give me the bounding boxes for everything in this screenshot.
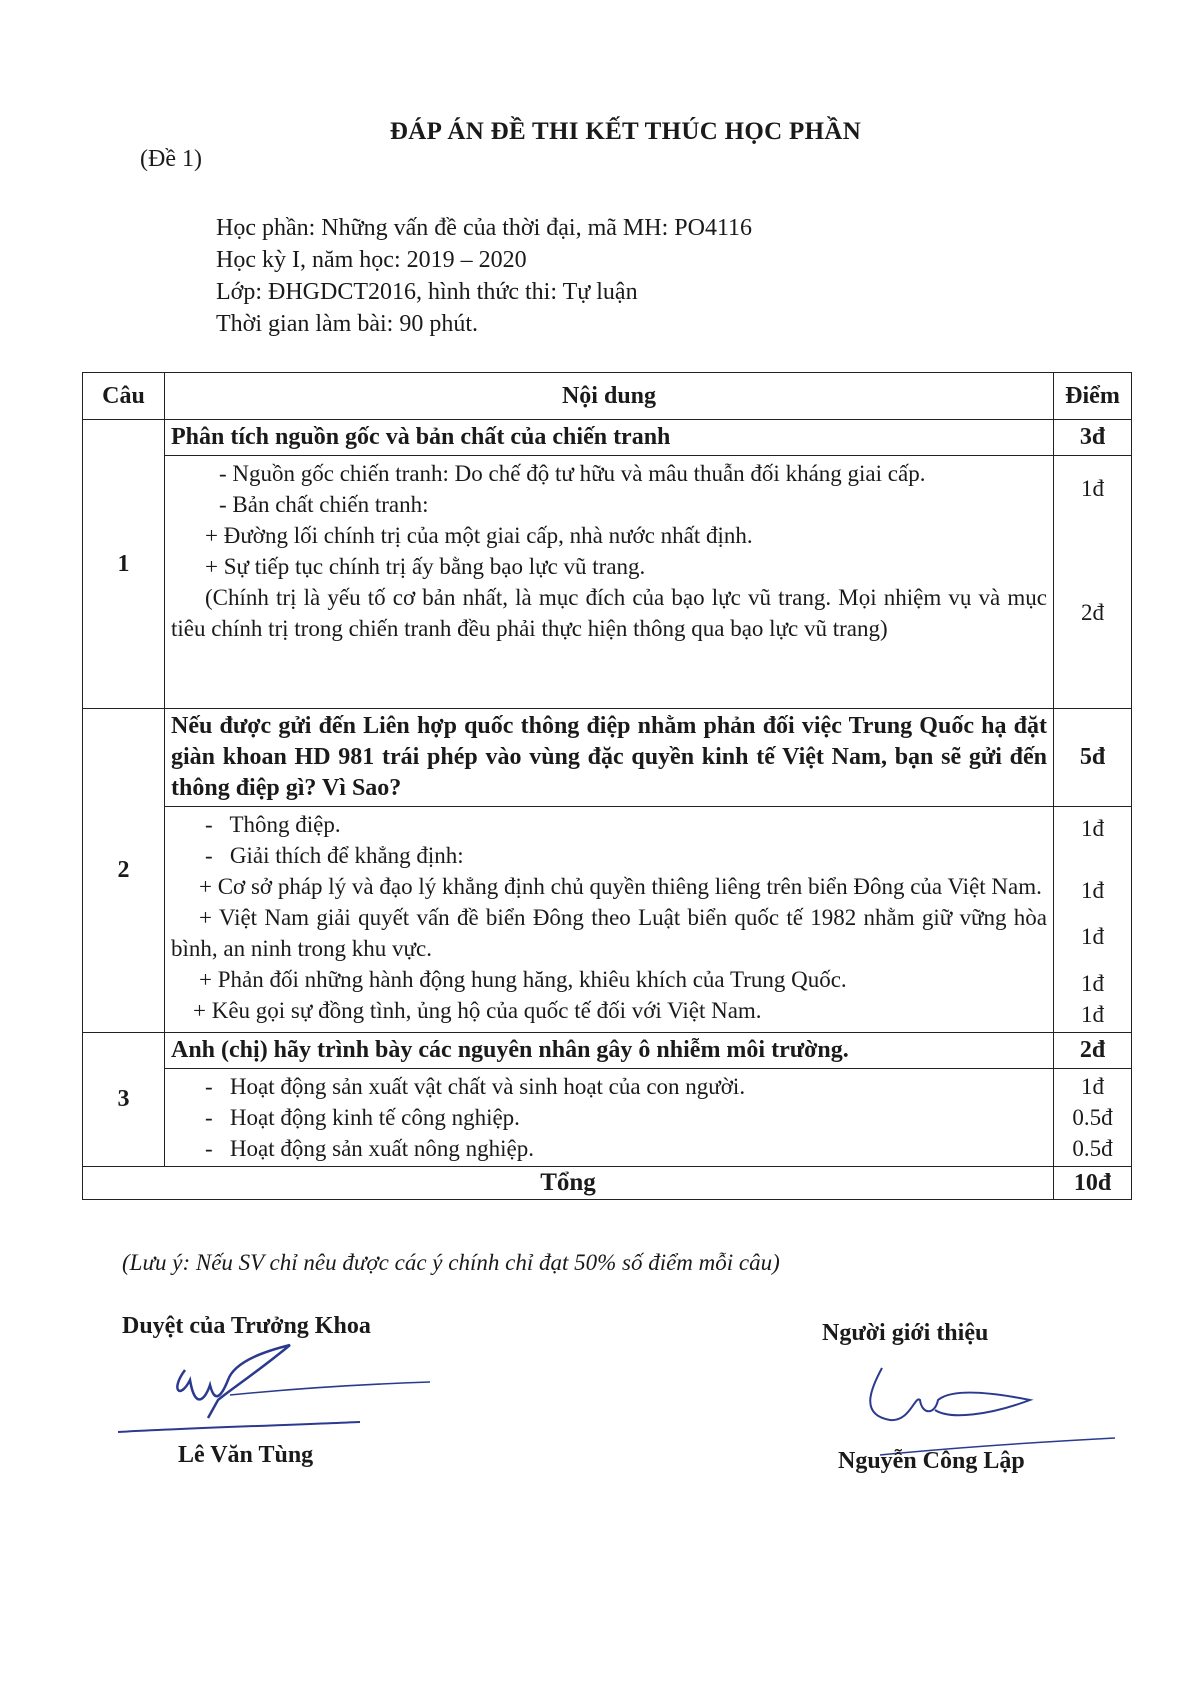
q1-point-nature: 2đ: [1081, 600, 1104, 625]
q1-point-origin: 1đ: [1081, 476, 1104, 501]
header-question: Câu: [83, 373, 165, 420]
q2-title-row: [83, 709, 1132, 807]
meta-semester: Học kỳ I, năm học: 2019 – 2020: [216, 247, 527, 273]
proposer-title: Người giới thiệu: [822, 1320, 989, 1346]
q2-line-legal: + Cơ sở pháp lý và đạo lý khẳng định chủ quyền thiêng liêng trên biển Đông của Việt Nam.: [199, 874, 1042, 899]
meta-course: Học phần: Những vấn đề của thời đại, mã MH: PO4116: [216, 215, 753, 241]
exam-meta: [216, 212, 752, 340]
q2-line-message: - Thông điệp.: [205, 812, 341, 837]
q1-title-row: [83, 420, 1132, 456]
total-label: Tổng: [83, 1167, 1054, 1200]
q2-content-row: [83, 807, 1132, 1033]
q3-content: [165, 1069, 1054, 1167]
exam-variant: (Đề 1): [140, 146, 202, 172]
q1-line-continuation: + Sự tiếp tục chính trị ấy bằng bạo lực vũ trang.: [205, 554, 646, 579]
q2-point-legal: 1đ: [1081, 878, 1104, 903]
header-points: Điểm: [1054, 373, 1132, 420]
dean-signature-image: [110, 1340, 450, 1450]
dean-name: Lê Văn Tùng: [178, 1442, 314, 1468]
proposer-name: Nguyễn Công Lập: [838, 1448, 1025, 1474]
q3-line-production: - Hoạt động sản xuất vật chất và sinh hoạt của con người.: [205, 1074, 746, 1099]
q3-title-row: [83, 1033, 1132, 1069]
proposer-signature-image: [840, 1360, 1120, 1460]
q2-points: 5đ: [1054, 709, 1132, 807]
q1-content-row: [83, 456, 1132, 709]
meta-duration: Thời gian làm bài: 90 phút.: [216, 311, 478, 337]
q1-title: Phân tích nguồn gốc và bản chất của chiến tranh: [165, 420, 1054, 456]
q1-number: 1: [83, 420, 165, 709]
q2-line-explain: - Giải thích để khẳng định:: [205, 843, 464, 868]
q2-title: Nếu được gửi đến Liên hợp quốc thông điệp nhằm phản đối việc Trung Quốc hạ đặt giàn khoan HD 981 trái phép vào vùng đặc quyền kinh tế Việt Nam, bạn sẽ gửi đến thông điệp gì? Vì Sao?: [165, 709, 1054, 807]
q2-line-law: + Việt Nam giải quyết vấn đề biển Đông theo Luật biển quốc tế 1982 nhằm giữ vững hòa bình, an ninh trong khu vực.: [171, 905, 1047, 961]
table-header-row: [83, 373, 1132, 420]
total-row: [83, 1167, 1132, 1200]
q1-content: [165, 456, 1054, 709]
q3-points: 2đ: [1054, 1033, 1132, 1069]
q1-line-origin: - Nguồn gốc chiến tranh: Do chế độ tư hữu và mâu thuẫn đối kháng giai cấp.: [219, 461, 926, 486]
answer-table: [82, 372, 1132, 1200]
q1-line-policy: + Đường lối chính trị của một giai cấp, nhà nước nhất định.: [205, 523, 753, 548]
q2-point-oppose: 1đ: [1081, 971, 1104, 996]
meta-class: Lớp: ĐHGDCT2016, hình thức thi: Tự luận: [216, 279, 638, 305]
q2-line-points: [1054, 807, 1132, 1033]
q3-content-row: [83, 1069, 1132, 1167]
q2-content: [165, 807, 1054, 1033]
q2-point-message: 1đ: [1081, 816, 1104, 841]
q2-line-oppose: + Phản đối những hành động hung hăng, khiêu khích của Trung Quốc.: [199, 967, 847, 992]
q3-line-agriculture: - Hoạt động sản xuất nông nghiệp.: [205, 1136, 534, 1161]
q1-line-nature: - Bản chất chiến tranh:: [219, 492, 429, 517]
document-title: ĐÁP ÁN ĐỀ THI KẾT THÚC HỌC PHẦN: [389, 118, 862, 145]
total-points: 10đ: [1054, 1167, 1132, 1200]
q1-points: 3đ: [1054, 420, 1132, 456]
q3-line-points: [1054, 1069, 1132, 1167]
q1-line-points: [1054, 456, 1132, 709]
q2-point-law: 1đ: [1081, 924, 1104, 949]
q2-line-appeal: + Kêu gọi sự đồng tình, ủng hộ của quốc tế đối với Việt Nam.: [193, 998, 762, 1023]
q3-line-industry: - Hoạt động kinh tế công nghiệp.: [205, 1105, 520, 1130]
q2-point-appeal: 1đ: [1081, 1002, 1104, 1027]
q3-number: 3: [83, 1033, 165, 1167]
dean-approval-title: Duyệt của Trưởng Khoa: [122, 1313, 371, 1339]
q3-title: Anh (chị) hãy trình bày các nguyên nhân gây ô nhiễm môi trường.: [165, 1033, 1054, 1069]
q3-point-industry: 0.5đ: [1072, 1105, 1113, 1130]
header-content: Nội dung: [165, 373, 1054, 420]
q2-number: 2: [83, 709, 165, 1033]
q1-line-explanation: (Chính trị là yếu tố cơ bản nhất, là mục đích của bạo lực vũ trang. Mọi nhiệm vụ và mục tiêu chính trị trong chiến tranh đều phải thực hiện thông qua bạo lực vũ trang): [171, 585, 1047, 641]
q3-point-agriculture: 0.5đ: [1072, 1136, 1113, 1161]
q3-point-production: 1đ: [1081, 1074, 1104, 1099]
grading-note: (Lưu ý: Nếu SV chỉ nêu được các ý chính chỉ đạt 50% số điểm mỗi câu): [122, 1250, 780, 1275]
